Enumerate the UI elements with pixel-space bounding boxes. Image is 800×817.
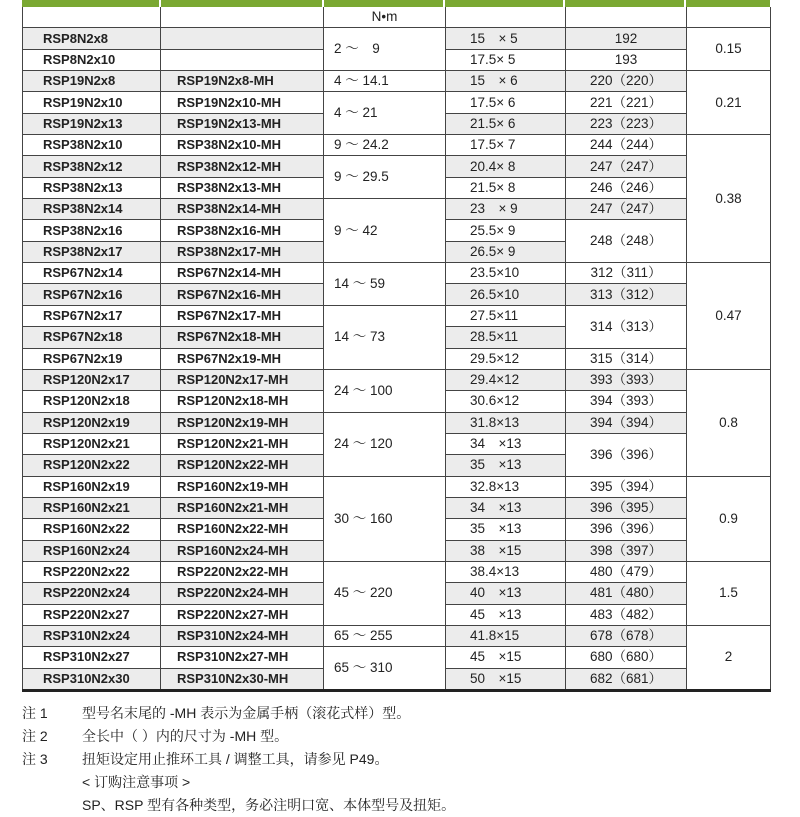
- mh-model-cell: [161, 28, 324, 49]
- model-cell: RSP120N2x22: [23, 455, 161, 476]
- mh-model-cell: RSP120N2x18-MH: [161, 391, 324, 412]
- mh-model-cell: RSP67N2x14-MH: [161, 263, 324, 284]
- note-key: [22, 771, 82, 794]
- size-cell: 31.8×13: [446, 412, 566, 433]
- weight-cell: 0.38: [687, 135, 771, 263]
- note-key: 注 1: [22, 705, 48, 721]
- length-cell: 312（311）: [566, 263, 687, 284]
- length-cell: 394（393）: [566, 391, 687, 412]
- size-cell: 17.5× 5: [446, 49, 566, 70]
- mh-model-cell: RSP38N2x10-MH: [161, 135, 324, 156]
- torque-cell: 4 ～ 14.1: [324, 71, 446, 92]
- note: [22, 725, 455, 748]
- weight-cell: 0.21: [687, 71, 771, 135]
- length-cell: 481（480）: [566, 583, 687, 604]
- torque-unit: N•m: [324, 7, 446, 28]
- mh-model-cell: RSP120N2x19-MH: [161, 412, 324, 433]
- length-cell: 220（220）: [566, 71, 687, 92]
- table-row: [23, 92, 771, 113]
- size-cell: 15 × 5: [446, 28, 566, 49]
- size-cell: 40 ×13: [446, 583, 566, 604]
- table-row: [23, 135, 771, 156]
- size-cell: 38.4×13: [446, 561, 566, 582]
- size-cell: 23 × 9: [446, 199, 566, 220]
- length-cell: 221（221）: [566, 92, 687, 113]
- length-cell: 396（395）: [566, 497, 687, 518]
- note-key: [22, 794, 82, 817]
- length-cell: 394（394）: [566, 412, 687, 433]
- model-cell: RSP38N2x14: [23, 199, 161, 220]
- table-row: [23, 625, 771, 646]
- model-cell: RSP120N2x17: [23, 369, 161, 390]
- weight-cell: 0.9: [687, 476, 771, 561]
- torque-cell: 24 ～ 120: [324, 412, 446, 476]
- weight-cell: 0.47: [687, 263, 771, 370]
- size-cell: 17.5× 7: [446, 135, 566, 156]
- model-cell: RSP310N2x30: [23, 668, 161, 690]
- mh-model-cell: RSP67N2x18-MH: [161, 327, 324, 348]
- length-cell: 247（247）: [566, 156, 687, 177]
- size-cell: 29.4×12: [446, 369, 566, 390]
- length-cell: 193: [566, 49, 687, 70]
- model-cell: RSP160N2x21: [23, 497, 161, 518]
- model-cell: RSP120N2x18: [23, 391, 161, 412]
- mh-model-cell: RSP38N2x16-MH: [161, 220, 324, 241]
- table-row: [23, 156, 771, 177]
- mh-model-cell: RSP67N2x16-MH: [161, 284, 324, 305]
- mh-model-cell: [161, 49, 324, 70]
- torque-cell: 65 ～ 310: [324, 647, 446, 691]
- table-row: [23, 305, 771, 326]
- size-cell: 21.5× 6: [446, 113, 566, 134]
- mh-model-cell: RSP120N2x21-MH: [161, 433, 324, 454]
- size-cell: 50 ×15: [446, 668, 566, 690]
- mh-model-cell: RSP38N2x17-MH: [161, 241, 324, 262]
- model-cell: RSP38N2x13: [23, 177, 161, 198]
- model-cell: RSP220N2x27: [23, 604, 161, 625]
- weight-cell: 0.8: [687, 369, 771, 476]
- torque-cell: 9 ～ 29.5: [324, 156, 446, 199]
- torque-cell: 9 ～ 42: [324, 199, 446, 263]
- model-cell: RSP38N2x17: [23, 241, 161, 262]
- size-cell: 45 ×15: [446, 647, 566, 668]
- table-row: [23, 647, 771, 668]
- model-cell: RSP310N2x27: [23, 647, 161, 668]
- length-cell: 313（312）: [566, 284, 687, 305]
- model-cell: RSP38N2x10: [23, 135, 161, 156]
- model-cell: RSP8N2x10: [23, 49, 161, 70]
- model-cell: RSP160N2x24: [23, 540, 161, 561]
- torque-cell: 14 ～ 73: [324, 305, 446, 369]
- table-row: [23, 199, 771, 220]
- weight-cell: 2: [687, 625, 771, 690]
- spec-table: [22, 7, 771, 692]
- size-cell: 27.5×11: [446, 305, 566, 326]
- header-row: [23, 7, 771, 28]
- length-cell: 396（396）: [566, 433, 687, 476]
- note-key: 注 2: [22, 728, 48, 744]
- length-cell: 247（247）: [566, 199, 687, 220]
- model-cell: RSP120N2x19: [23, 412, 161, 433]
- model-cell: RSP160N2x19: [23, 476, 161, 497]
- table-row: [23, 263, 771, 284]
- length-cell: 678（678）: [566, 625, 687, 646]
- torque-cell: 24 ～ 100: [324, 369, 446, 412]
- mh-model-cell: RSP120N2x17-MH: [161, 369, 324, 390]
- mh-model-cell: RSP160N2x22-MH: [161, 519, 324, 540]
- length-cell: 314（313）: [566, 305, 687, 348]
- table-row: [23, 71, 771, 92]
- mh-model-cell: RSP160N2x19-MH: [161, 476, 324, 497]
- torque-cell: 2 ～ 9: [324, 28, 446, 71]
- model-cell: RSP67N2x16: [23, 284, 161, 305]
- model-cell: RSP19N2x10: [23, 92, 161, 113]
- length-cell: 192: [566, 28, 687, 49]
- size-cell: 20.4× 8: [446, 156, 566, 177]
- length-cell: 682（681）: [566, 668, 687, 690]
- mh-model-cell: RSP19N2x13-MH: [161, 113, 324, 134]
- model-cell: RSP67N2x18: [23, 327, 161, 348]
- table-row: [23, 561, 771, 582]
- size-cell: 35 ×13: [446, 519, 566, 540]
- length-cell: 246（246）: [566, 177, 687, 198]
- model-cell: RSP120N2x21: [23, 433, 161, 454]
- size-cell: 28.5×11: [446, 327, 566, 348]
- table-row: [23, 369, 771, 390]
- size-cell: 15 × 6: [446, 71, 566, 92]
- model-cell: RSP19N2x13: [23, 113, 161, 134]
- length-cell: 315（314）: [566, 348, 687, 369]
- mh-model-cell: RSP67N2x19-MH: [161, 348, 324, 369]
- mh-model-cell: RSP310N2x27-MH: [161, 647, 324, 668]
- mh-model-cell: RSP38N2x14-MH: [161, 199, 324, 220]
- table-row: [23, 28, 771, 49]
- length-cell: 393（393）: [566, 369, 687, 390]
- torque-cell: 4 ～ 21: [324, 92, 446, 135]
- note-text: 型号名末尾的 -MH 表示为金属手柄（滚花式样）型。: [82, 705, 411, 721]
- mh-model-cell: RSP38N2x13-MH: [161, 177, 324, 198]
- model-cell: RSP19N2x8: [23, 71, 161, 92]
- note-text: 扭矩设定用止推环工具 / 调整工具，请参见 P49。: [82, 751, 389, 767]
- model-cell: RSP38N2x12: [23, 156, 161, 177]
- size-cell: 29.5×12: [446, 348, 566, 369]
- model-cell: RSP310N2x24: [23, 625, 161, 646]
- length-cell: 396（396）: [566, 519, 687, 540]
- length-cell: 483（482）: [566, 604, 687, 625]
- mh-model-cell: RSP220N2x24-MH: [161, 583, 324, 604]
- model-cell: RSP8N2x8: [23, 28, 161, 49]
- model-cell: RSP160N2x22: [23, 519, 161, 540]
- size-cell: 41.8×15: [446, 625, 566, 646]
- size-cell: 34 ×13: [446, 497, 566, 518]
- note-text: 全长中（ ）内的尺寸为 -MH 型。: [82, 728, 289, 744]
- size-cell: 26.5×10: [446, 284, 566, 305]
- size-cell: 30.6×12: [446, 391, 566, 412]
- model-cell: RSP67N2x14: [23, 263, 161, 284]
- mh-model-cell: RSP38N2x12-MH: [161, 156, 324, 177]
- mh-model-cell: RSP160N2x24-MH: [161, 540, 324, 561]
- torque-cell: 45 ～ 220: [324, 561, 446, 625]
- size-cell: 32.8×13: [446, 476, 566, 497]
- torque-cell: 30 ～ 160: [324, 476, 446, 561]
- size-cell: 45 ×13: [446, 604, 566, 625]
- torque-cell: 65 ～ 255: [324, 625, 446, 646]
- mh-model-cell: RSP19N2x8-MH: [161, 71, 324, 92]
- length-cell: 223（223）: [566, 113, 687, 134]
- model-cell: RSP67N2x19: [23, 348, 161, 369]
- note-text: < 订购注意事项 >: [82, 774, 191, 790]
- mh-model-cell: RSP120N2x22-MH: [161, 455, 324, 476]
- size-cell: 25.5× 9: [446, 220, 566, 241]
- size-cell: 26.5× 9: [446, 241, 566, 262]
- model-cell: RSP220N2x24: [23, 583, 161, 604]
- mh-model-cell: RSP220N2x27-MH: [161, 604, 324, 625]
- length-cell: 395（394）: [566, 476, 687, 497]
- length-cell: 248（248）: [566, 220, 687, 263]
- size-cell: 34 ×13: [446, 433, 566, 454]
- note-key: 注 3: [22, 751, 48, 767]
- length-cell: 480（479）: [566, 561, 687, 582]
- note: [22, 771, 455, 794]
- note: [22, 748, 455, 771]
- length-cell: 244（244）: [566, 135, 687, 156]
- model-cell: RSP220N2x22: [23, 561, 161, 582]
- mh-model-cell: RSP67N2x17-MH: [161, 305, 324, 326]
- mh-model-cell: RSP310N2x30-MH: [161, 668, 324, 690]
- size-cell: 23.5×10: [446, 263, 566, 284]
- note-text: SP、RSP 型有各种类型，务必注明口宽、本体型号及扭矩。: [82, 797, 456, 813]
- model-cell: RSP38N2x16: [23, 220, 161, 241]
- length-cell: 680（680）: [566, 647, 687, 668]
- torque-cell: 9 ～ 24.2: [324, 135, 446, 156]
- table-row: [23, 476, 771, 497]
- size-cell: 21.5× 8: [446, 177, 566, 198]
- length-cell: 398（397）: [566, 540, 687, 561]
- mh-model-cell: RSP220N2x22-MH: [161, 561, 324, 582]
- table-row: [23, 412, 771, 433]
- note: [22, 794, 455, 817]
- mh-model-cell: RSP160N2x21-MH: [161, 497, 324, 518]
- size-cell: 17.5× 6: [446, 92, 566, 113]
- weight-cell: 1.5: [687, 561, 771, 625]
- size-cell: 38 ×15: [446, 540, 566, 561]
- mh-model-cell: RSP310N2x24-MH: [161, 625, 324, 646]
- note: [22, 702, 455, 725]
- table-header-bar: [22, 0, 770, 7]
- torque-cell: 14 ～ 59: [324, 263, 446, 306]
- weight-cell: 0.15: [687, 28, 771, 71]
- model-cell: RSP67N2x17: [23, 305, 161, 326]
- size-cell: 35 ×13: [446, 455, 566, 476]
- mh-model-cell: RSP19N2x10-MH: [161, 92, 324, 113]
